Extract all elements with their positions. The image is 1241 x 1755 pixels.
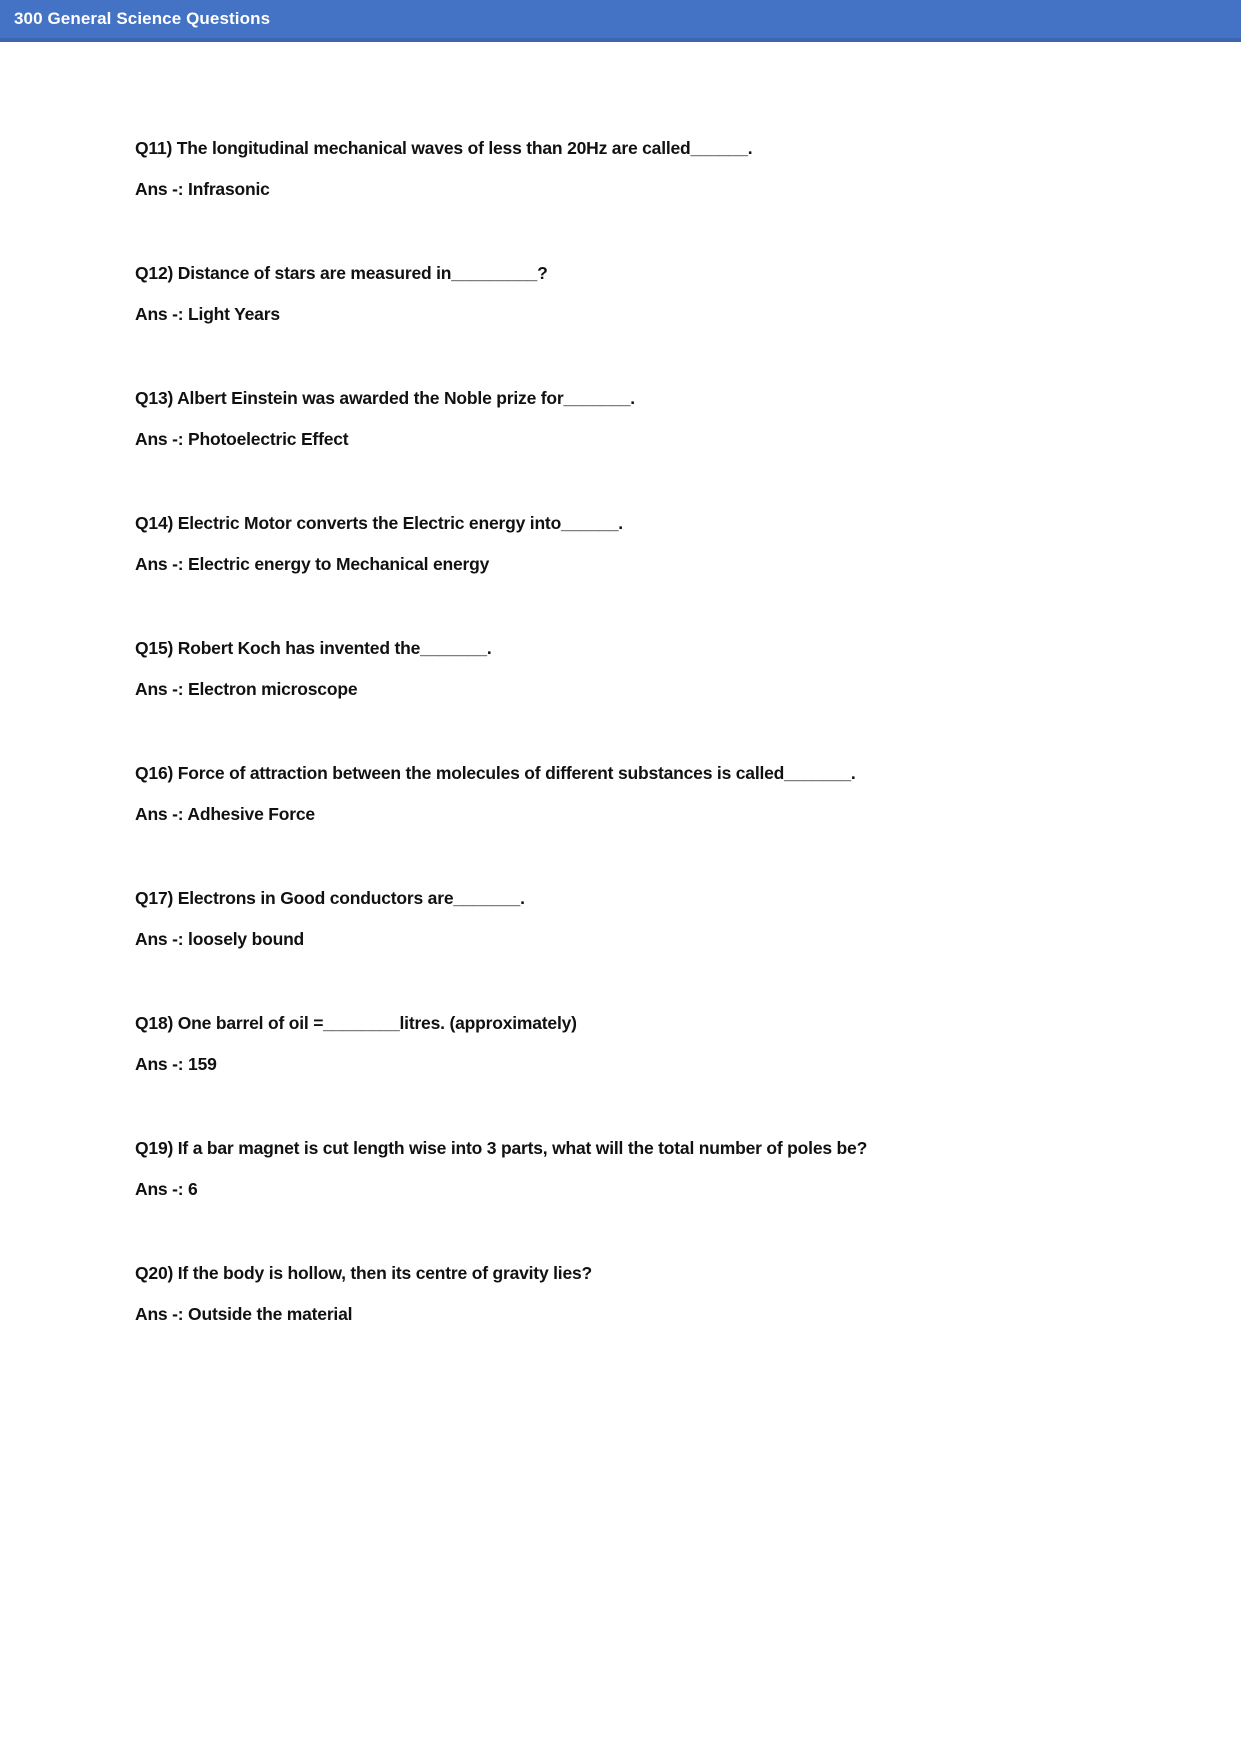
question-text: Q15) Robert Koch has invented the_______. [135, 638, 492, 658]
qa-block [135, 387, 1171, 450]
qa-block [135, 512, 1171, 575]
question-text: Q14) Electric Motor converts the Electric energy into______. [135, 513, 623, 533]
answer-text: Ans -: Light Years [135, 304, 280, 324]
question-text: Q20) If the body is hollow, then its centre of gravity lies? [135, 1263, 593, 1283]
qa-block [135, 262, 1171, 325]
qa-block [135, 1012, 1171, 1075]
qa-block [135, 1262, 1171, 1325]
question-text: Q11) The longitudinal mechanical waves of less than 20Hz are called______. [135, 138, 753, 158]
answer-text: Ans -: Photoelectric Effect [135, 429, 349, 449]
question-text: Q18) One barrel of oil =________litres. (approximately) [135, 1013, 577, 1033]
answer-text: Ans -: Outside the material [135, 1304, 353, 1324]
answer-text: Ans -: Electron microscope [135, 679, 358, 699]
questions-list [0, 42, 1241, 1325]
answer-text: Ans -: 159 [135, 1054, 217, 1074]
document-header [0, 0, 1241, 42]
answer-text: Ans -: loosely bound [135, 929, 305, 949]
answer-text: Ans -: Infrasonic [135, 179, 270, 199]
qa-block [135, 137, 1171, 200]
question-text: Q16) Force of attraction between the molecules of different substances is called_______. [135, 763, 856, 783]
qa-block [135, 637, 1171, 700]
document-title: 300 General Science Questions [14, 9, 271, 28]
qa-block [135, 1137, 1171, 1200]
question-text: Q13) Albert Einstein was awarded the Noble prize for_______. [135, 388, 635, 408]
qa-block [135, 887, 1171, 950]
answer-text: Ans -: Adhesive Force [135, 804, 315, 824]
answer-text: Ans -: 6 [135, 1179, 198, 1199]
answer-text: Ans -: Electric energy to Mechanical energy [135, 554, 490, 574]
question-text: Q17) Electrons in Good conductors are_______. [135, 888, 525, 908]
qa-block [135, 762, 1171, 825]
question-text: Q12) Distance of stars are measured in_________? [135, 263, 548, 283]
question-text: Q19) If a bar magnet is cut length wise into 3 parts, what will the total number of poles be? [135, 1138, 868, 1158]
